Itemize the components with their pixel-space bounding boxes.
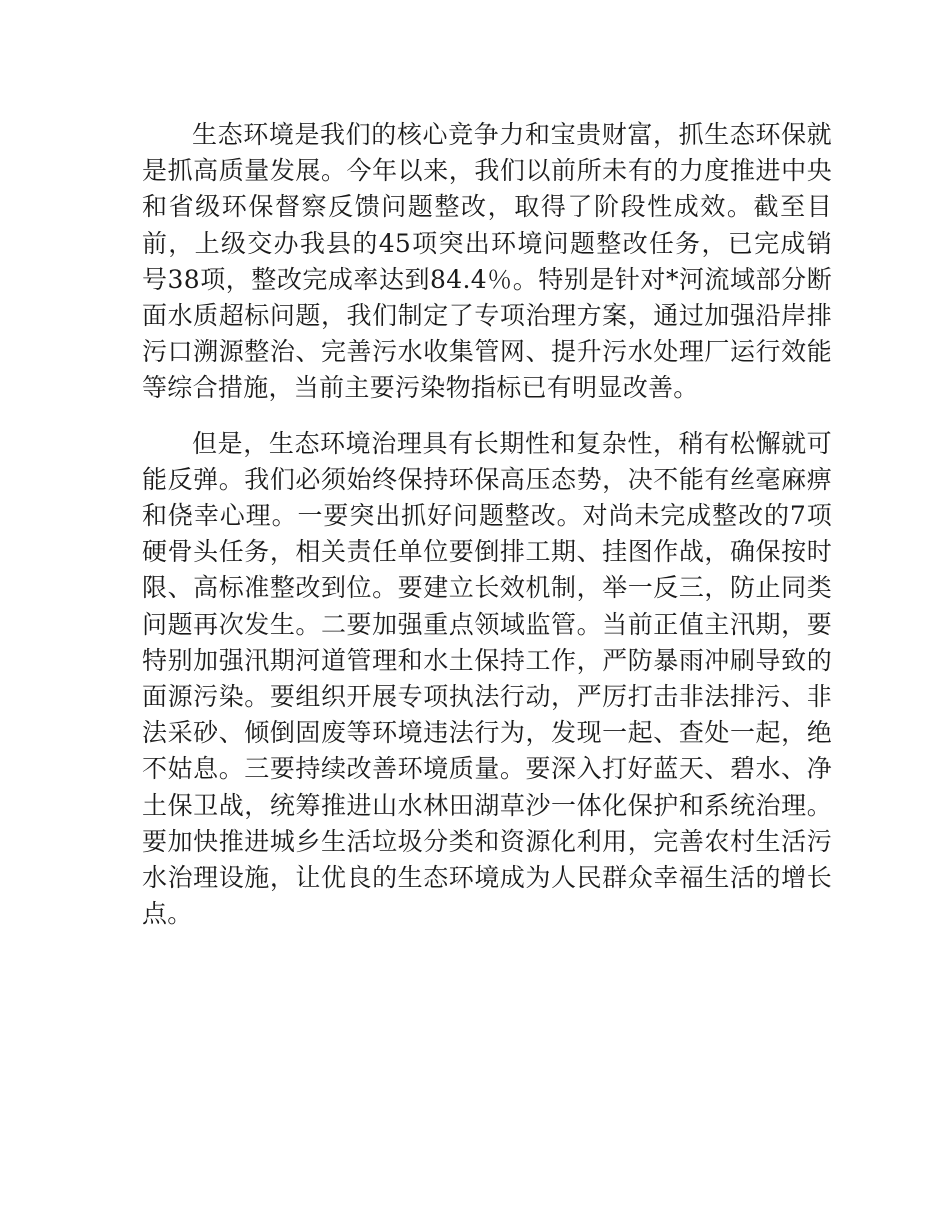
paragraph-requirements: 但是，生态环境治理具有长期性和复杂性，稍有松懈就可能反弹。我们必须始终保持环保高压态势，决不能有丝毫麻痹和侥幸心理。一要突出抓好问题整改。对尚未完成整改的7项硬骨头任务，相关责任单位要倒排工期、挂图作战，确保按时限、高标准整改到位。要建立长效机制，举一反三，防止同类问题再次发生。二要加强重点领域监管。当前正值主汛期，要特别加强汛期河道管理和水土保持工作，严防暴雨冲刷导致的面源污染。要组织开展专项执法行动，严厉打击非法排污、非法采砂、倾倒固废等环境违法行为，发现一起、查处一起，绝不姑息。三要持续改善环境质量。要深入打好蓝天、碧水、净土保卫战，统筹推进山水林田湖草沙一体化保护和系统治理。要加快推进城乡生活垃圾分类和资源化利用，完善农村生活污水治理设施，让优良的生态环境成为人民群众幸福生活的增长点。 [142, 428, 832, 929]
paragraph-achievements: 生态环境是我们的核心竞争力和宝贵财富，抓生态环保就是抓高质量发展。今年以来，我们以前所未有的力度推进中央和省级环保督察反馈问题整改，取得了阶段性成效。截至目前，上级交办我县的45项突出环境问题整改任务，已完成销号38项，整改完成率达到84.4％。特别是针对*河流域部分断面水质超标问题，我们制定了专项治理方案，通过加强沿岸排污口溯源整治、完善污水收集管网、提升污水处理厂运行效能等综合措施，当前主要污染物指标已有明显改善。 [142, 120, 832, 403]
document-body [142, 117, 832, 932]
